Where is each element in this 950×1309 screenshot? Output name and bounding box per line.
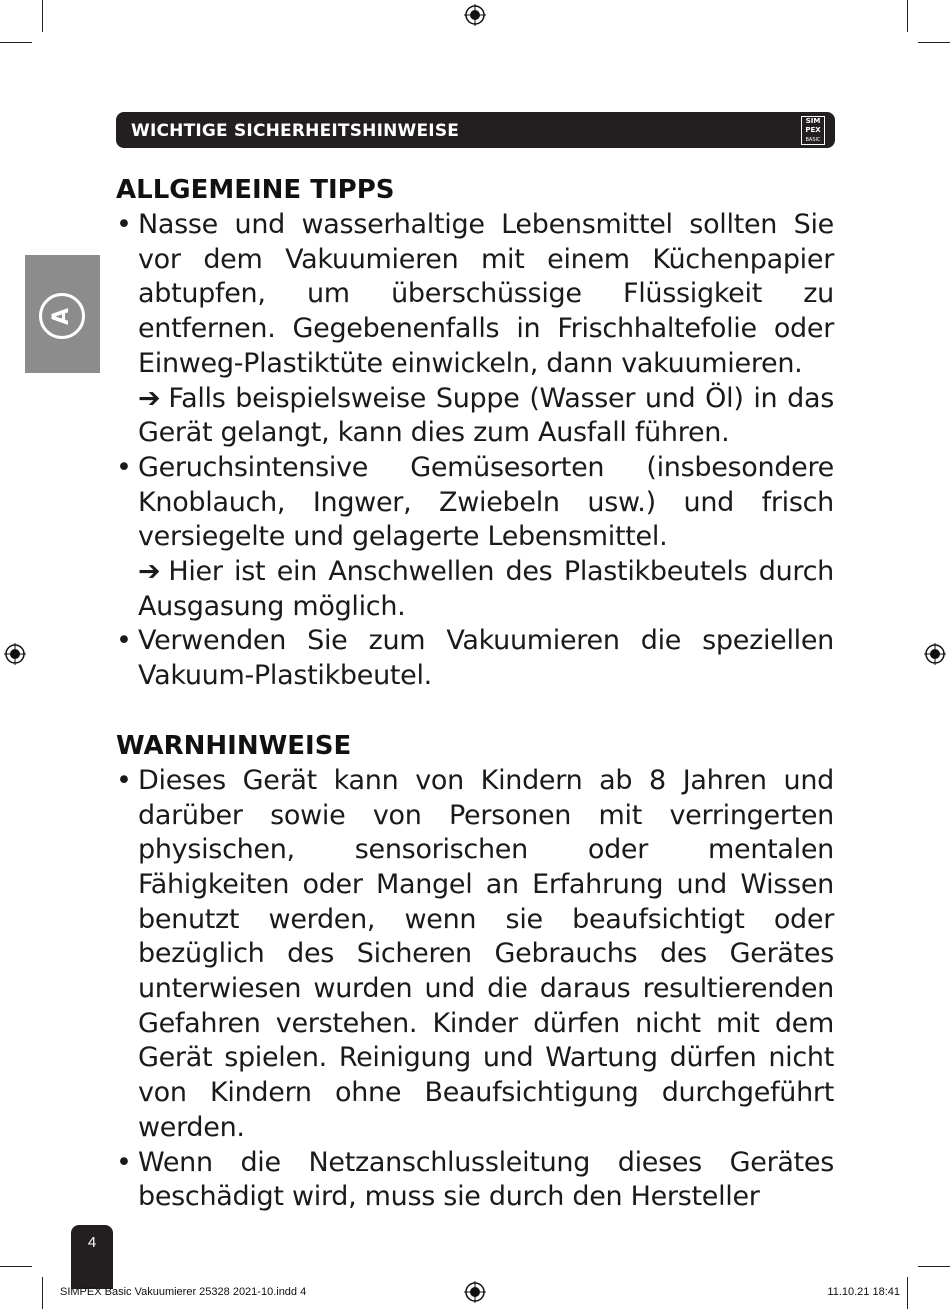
crop-mark	[0, 42, 32, 43]
list-item: • Geruchsintensive Gemüsesorten (insbesondere Knoblauch, Ingwer, Zwiebeln usw.) und frisch versiegelte und gelagerte Lebensmittel. ➔ Hier ist ein Anschwellen des Plastikbeutels durch Ausgasung möglich.	[116, 451, 834, 625]
registration-mark-icon	[464, 4, 486, 26]
tips-list	[116, 208, 834, 694]
crop-mark	[42, 1277, 43, 1309]
registration-mark-icon	[924, 643, 946, 665]
note-text: Hier ist ein Anschwellen des Plastikbeutels durch Ausgasung möglich.	[138, 556, 834, 622]
crop-mark	[42, 0, 43, 32]
arrow-right-icon: ➔	[138, 382, 161, 414]
section-heading-warnhinweise: WARNHINWEISE	[116, 730, 352, 761]
page-content	[116, 172, 834, 1215]
footer-file-name: SIMPEX Basic Vakuumierer 25328 2021-10.indd 4	[60, 1286, 307, 1298]
page-number: 4	[87, 1234, 97, 1251]
list-item: • Verwenden Sie zum Vakuumieren die speziellen Vakuum-Plastikbeutel.	[116, 624, 834, 693]
footer-date: 11.10.21 18:41	[827, 1286, 900, 1298]
crop-mark	[907, 0, 908, 32]
language-side-tab	[25, 255, 100, 373]
language-badge	[39, 293, 85, 339]
arrow-right-icon: ➔	[138, 556, 161, 588]
simpex-logo: SIM PEX BASIC	[801, 116, 825, 145]
language-letter: A	[49, 307, 75, 325]
crop-mark	[907, 1277, 908, 1309]
list-item: • Dieses Gerät kann von Kindern ab 8 Jahren und darüber sowie von Personen mit verringerten physischen, sensorischen oder mentalen Fähigkeiten oder Mangel an Erfahrung und Wissen benutzt werden, wenn sie beaufsichtigt oder bezüglich des Sicheren Gebrauchs des Gerätes unterwiesen wurden und die daraus resultierenden Gefahren verstehen. Kinder dürfen nicht mit dem Gerät spielen. Reinigung und Wartung dürfen nicht von Kindern ohne Beaufsichtigung durchgeführt werden.	[116, 764, 834, 1146]
crop-mark	[918, 42, 950, 43]
crop-mark	[0, 1266, 32, 1267]
page-number-tab	[71, 1225, 113, 1289]
registration-mark-icon	[464, 1281, 486, 1303]
section-heading-allgemeine-tipps: ALLGEMEINE TIPPS	[116, 175, 395, 205]
header-bar	[116, 112, 835, 148]
header-title: WICHTIGE SICHERHEITSHINWEISE	[131, 121, 460, 141]
crop-mark	[918, 1266, 950, 1267]
warnings-list	[116, 764, 834, 1215]
registration-mark-icon	[4, 643, 26, 665]
list-item: • Nasse und wasserhaltige Lebensmittel sollten Sie vor dem Vakuumieren mit einem Küchenpapier abtupfen, um überschüssige Flüssigkeit zu entfernen. Gegebenenfalls in Frischhaltefolie oder Einweg-Plastiktüte einwickeln, dann vakuumieren. ➔ Falls beispielsweise Suppe (Wasser und Öl) in das Gerät gelangt, kann dies zum Ausfall führen.	[116, 208, 834, 451]
note-text: Falls beispielsweise Suppe (Wasser und Öl) in das Gerät gelangt, kann dies zum Ausfall führen.	[138, 382, 834, 449]
list-item: • Wenn die Netzanschlussleitung dieses Gerätes beschädigt wird, muss sie durch den Hersteller	[116, 1146, 834, 1215]
